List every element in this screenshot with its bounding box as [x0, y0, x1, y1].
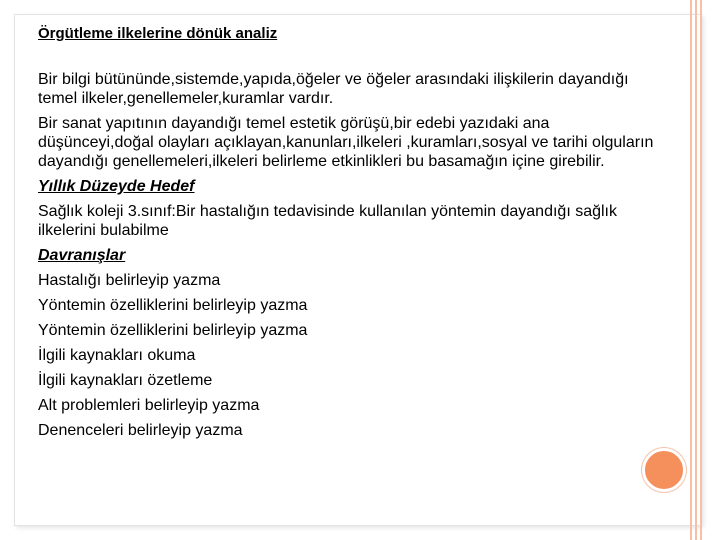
decorative-circle: [642, 448, 686, 492]
behavior-item: Hastalığı belirleyip yazma: [38, 272, 221, 289]
decorative-stripe: [690, 0, 692, 540]
paragraph-1: Bir bilgi bütününde,sistemde,yapıda,öğeler ve öğeler arasındaki ilişkilerin dayandığı temel ilkeler,genellemeler,kuramlar vardır.: [38, 71, 629, 107]
behavior-item: Yöntemin özelliklerini belirleyip yazma: [38, 297, 308, 314]
paragraph-2: Bir sanat yapıtının dayandığı temel estetik görüşü,bir edebi yazıdaki ana düşünceyi,doğal olayları açıklayan,kanunları,ilkeleri ,kuramları,sosyal ve tarihi olguların dayandığı genellemeleri,ilkeleri belirleme etkinlikleri bu basamağın içine girebilir.: [38, 115, 654, 170]
decorative-stripe: [700, 0, 702, 540]
behavior-item: Alt problemleri belirleyip yazma: [38, 397, 260, 414]
decorative-stripe: [695, 0, 697, 540]
goal-heading: Yıllık Düzeyde Hedef: [38, 178, 195, 195]
behaviors-heading: Davranışlar: [38, 247, 126, 264]
slide-content: [38, 24, 668, 446]
behavior-item: İlgili kaynakları özetleme: [38, 372, 213, 389]
goal-text: Sağlık koleji 3.sınıf:Bir hastalığın tedavisinde kullanılan yöntemin dayandığı sağlık ilkelerini bulabilme: [38, 203, 617, 239]
behavior-item: Yöntemin özelliklerini belirleyip yazma: [38, 322, 308, 339]
behavior-item: Denenceleri belirleyip yazma: [38, 422, 243, 439]
behavior-item: İlgili kaynakları okuma: [38, 347, 196, 364]
slide-title: Örgütleme ilkelerine dönük analiz: [38, 25, 278, 42]
